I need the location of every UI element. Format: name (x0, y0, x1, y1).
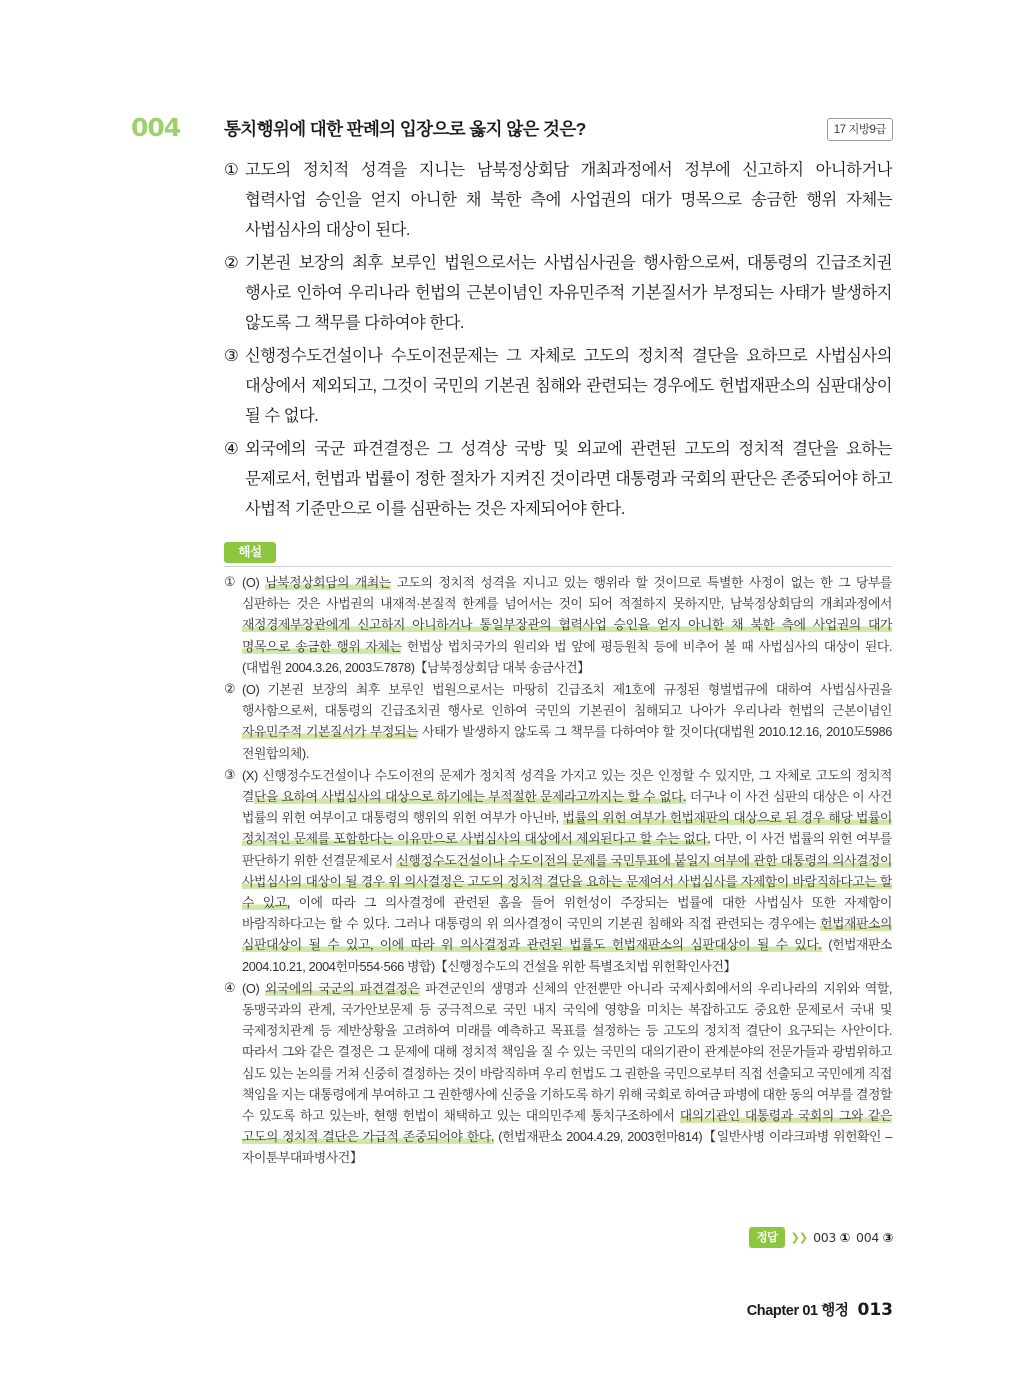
explanation-marker: ① (224, 575, 236, 590)
page-footer (747, 1299, 893, 1320)
chapter-label: Chapter 01 행정 (746, 1303, 849, 1319)
page-number: 013 (857, 1300, 893, 1320)
explanation-text: (O) 외국에의 국군의 파견결정은 파견군인의 생명과 신체의 안전뿐만 아니라 국제사회에서의 우리나라의 지위와 역할, 동맹국과의 관계, 국가안보문제 등 궁극적으로 국민 내지 국익에 영향을 미치는 복잡하고도 중요한 문제로서 국내 및 국제정치관계 등 제반상황을 고려하여 미래를 예측하고 목표를 설정하는 등 고도의 정치적 결단이 요구되는 사안이다. 따라서 그와 같은 결정은 그 문제에 대해 정치적 책임을 질 수 있는 국민의 대의기관이 관계분야의 전문가들과 광범위하고 심도 있는 논의를 거쳐 신중히 결정하는 것이 바람직하며 우리 헌법도 그 권한을 국민으로부터 직접 선출되고 국민에게 직접 책임을 지는 대통령에게 부여하고 그 권한행사에 신중을 기하도록 하기 위해 국회로 하여금 파병에 대한 동의 여부를 결정할 수 있도록 하고 있는바, 현행 헌법이 채택하고 있는 대의민주제 통치구조하에서 대의기관인 대통령과 국회의 그와 같은 고도의 정치적 결단은 가급적 존중되어야 한다. (헌법재판소 2004.4.29, 2003헌마814)【일반사병 이라크파병 위헌확인 – 자이툰부대파병사건】 (242, 980, 892, 1166)
choice-marker: ① (224, 160, 239, 179)
explanation-text: (X) 신행정수도건설이나 수도이전의 문제가 정치적 성격을 가지고 있는 것은 인정할 수 있지만, 그 자체로 고도의 정치적 결단을 요하여 사법심사의 대상으로 하기에는 부적절한 문제라고까지는 할 수 없다. 더구나 이 사건 심판의 대상은 이 사건 법률의 위헌 여부이고 대통령의 행위의 위헌 여부가 아닌바, 법률의 위헌 여부가 헌법재판의 대상으로 된 경우 해당 법률이 정치적인 문제를 포함한다는 이유만으로 사법심사의 대상에서 제외된다고 할 수는 없다. 다만, 이 사건 법률의 위헌 여부를 판단하기 위한 선결문제로서 신행정수도건설이나 수도이전의 문제를 국민투표에 붙일지 여부에 관한 대통령의 의사결정이 사법심사의 대상이 될 경우 위 의사결정은 고도의 정치적 결단을 요하는 문제여서 사법심사를 자제함이 바람직하다고는 할 수 있고, 이에 따라 그 의사결정에 관련된 홈을 들어 위헌성이 주장되는 법률에 대한 사법심사 또한 자제함이 바람직하다고는 할 수 있다. 그러나 대통령의 위 의사결정이 국민의 기본권 침해와 직접 관련되는 경우에는 헌법재판소의 심판대상이 될 수 있고, 이에 따라 위 의사결정과 관련된 법률도 헌법재판소의 심판대상이 될 수 있다. (헌법재판소 2004.10.21, 2004헌마554·566 병합)【신행정수도의 건설을 위한 특별조치법 위헌확인사건】 (242, 767, 893, 974)
choice-list (224, 155, 892, 527)
answer-value: ① (839, 1230, 851, 1245)
answer-bar (749, 1227, 893, 1248)
choice-text: 고도의 정치적 성격을 지니는 남북정상회담 개최과정에서 정부에 신고하지 아니하거나 협력사업 승인을 얻지 아니한 채 북한 측에 사업권의 대가 명목으로 송금한 행위 자체는 사법심사의 대상이 된다. (245, 161, 892, 239)
choice-marker: ④ (224, 439, 239, 458)
choice-item[interactable] (224, 248, 892, 338)
answer-label: 정답 (749, 1227, 784, 1248)
answer-dots: ❯❯ (790, 1232, 808, 1244)
explanation-text: (O) 남북정상회담의 개최는 고도의 정치적 성격을 지니고 있는 행위라 할 것이므로 특별한 사정이 없는 한 그 당부를 심판하는 것은 사법권의 내재적·본질적 한계를 넘어서는 것이 되어 적절하지 못하지만, 남북정상회담의 개최과정에서 재정경제부장관에게 신고하지 아니하거나 통일부장관의 협력사업 승인을 얻지 아니한 채 북한 측에 사업권의 대가 명목으로 송금한 행위 자체는 헌법상 법치국가의 원리와 법 앞에 평등원칙 등에 비추어 볼 때 사법심사의 대상이 된다. (대법원 2004.3.26, 2003도7878)【남북정상회담 대북 송금사건】 (242, 575, 893, 675)
explanation-marker: ② (224, 682, 236, 698)
explanation-divider (224, 566, 892, 567)
explanation-text: (O) 기본권 보장의 최후 보루인 법원으로서는 마땅히 긴급조치 제1호에 규정된 형벌법규에 대하여 사법심사권을 행사함으로써, 대통령의 긴급조치권 행사로 인하여 국민의 기본권이 침해되고 나아가 우리나라 헌법의 근본이념인 자유민주적 기본질서가 부정되는 사태가 발생하지 않도록 그 책무를 다하여야 할 것이다(대법원 2010.12.16, 2010도5986 전원합의체). (242, 682, 892, 761)
choice-text: 외국에의 국군 파견결정은 그 성격상 국방 및 외교에 관련된 고도의 정치적 결단을 요하는 문제로서, 헌법과 법률이 정한 절차가 지켜진 것이라면 대통령과 국회의 판단은 존중되어야 하고 사법적 기준만으로 이를 심판하는 것은 자제되어야 한다. (245, 440, 892, 518)
explanation-marker: ③ (224, 767, 236, 783)
choice-item[interactable] (224, 341, 892, 431)
explanation-item (224, 978, 892, 1169)
choice-marker: ③ (224, 346, 239, 365)
explanation-item (224, 572, 892, 678)
choice-marker: ② (224, 253, 239, 272)
answer-value: ③ (882, 1230, 893, 1245)
choice-item[interactable] (224, 155, 892, 245)
explanation-item (224, 679, 892, 764)
explanation-list (224, 572, 892, 1170)
exam-source-badge: 17 지방9급 (827, 118, 893, 141)
choice-item[interactable] (224, 434, 892, 524)
explanation-marker: ④ (224, 980, 236, 996)
answer-entry (856, 1230, 893, 1245)
question-title: 통치행위에 대한 판례의 입장으로 옳지 않은 것은? (224, 119, 586, 139)
choice-text: 신행정수도건설이나 수도이전문제는 그 자체로 고도의 정치적 결단을 요하므로 사법심사의 대상에서 제외되고, 그것이 국민의 기본권 침해와 관련되는 경우에도 헌법재판소의 심판대상이 될 수 없다. (245, 347, 892, 425)
choice-text: 기본권 보장의 최후 보루인 법원으로서는 사법심사권을 행사함으로써, 대통령의 긴급조치권 행사로 인하여 우리나라 헌법의 근본이념인 자유민주적 기본질서가 부정되는 사태가 발생하지 않도록 그 책무를 다하여야 한다. (245, 254, 892, 332)
answer-question-number: 004 (856, 1230, 880, 1245)
explanation-item (224, 765, 892, 977)
answer-entry (813, 1230, 850, 1245)
answer-question-number: 003 (813, 1230, 837, 1245)
explanation-label: 해설 (224, 542, 276, 563)
question-number: 004 (131, 113, 181, 142)
